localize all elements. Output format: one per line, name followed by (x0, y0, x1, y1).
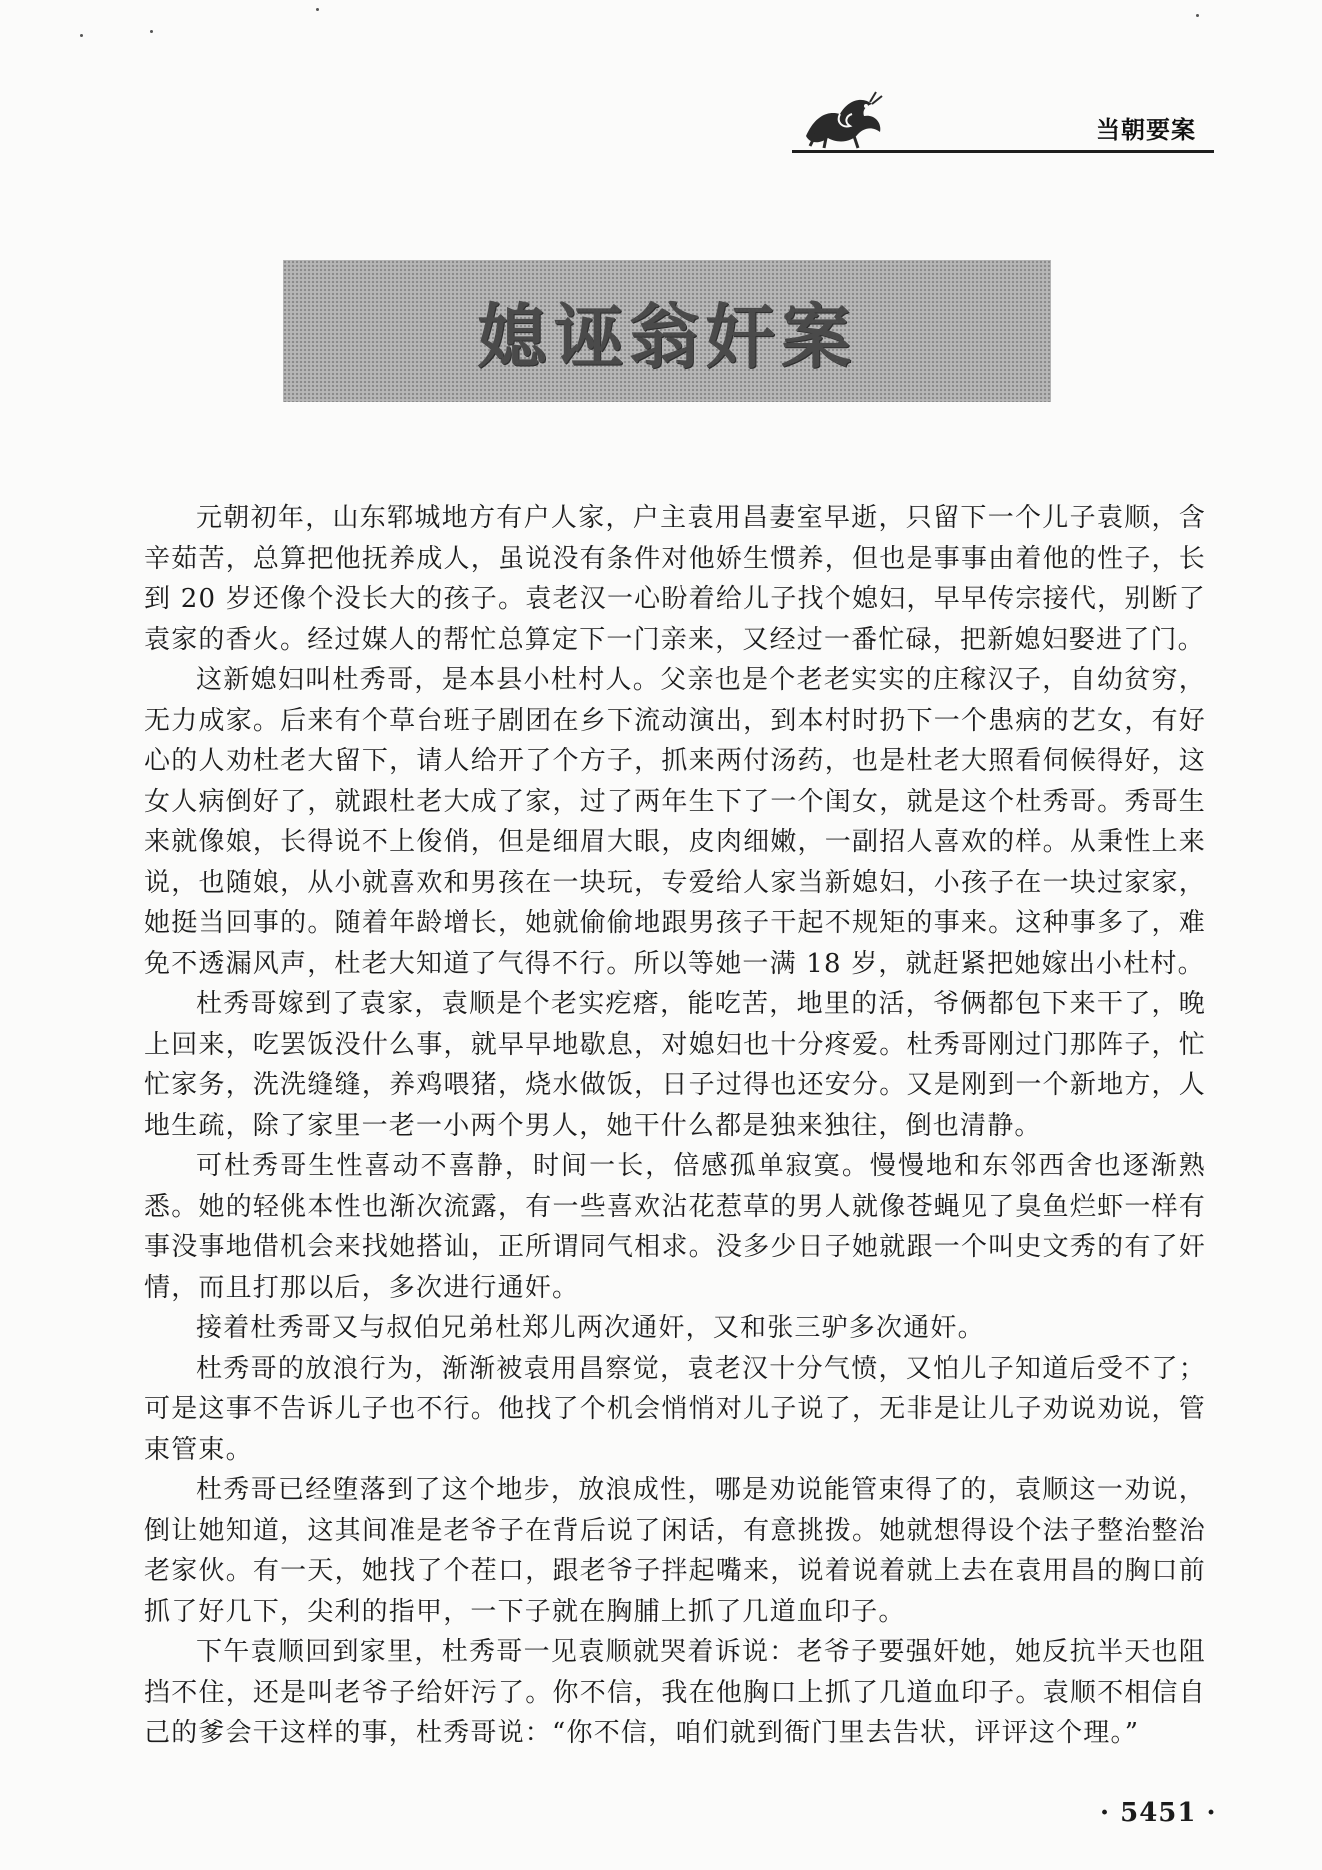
paragraph: 杜秀哥已经堕落到了这个地步，放浪成性，哪是劝说能管束得了的，袁顺这一劝说，倒让她知道，这其间准是老爷子在背后说了闲话，有意挑拨。她就想得设个法子整治整治老家伙。有一天，她找了个茬口，跟老爷子拌起嘴来，说着说着就上去在袁用昌的胸口前抓了好几下，尖利的指甲，一下子就在胸脯上抓了几道血印子。 (144, 1475, 1206, 1627)
paragraph: 杜秀哥嫁到了袁家，袁顺是个老实疙瘩，能吃苦，地里的活，爷俩都包下来干了，晚上回来，吃罢饭没什么事，就早早地歇息，对媳妇也十分疼爱。杜秀哥刚过门那阵子，忙忙家务，洗洗缝缝，养鸡喂猪，烧水做饭，日子过得也还安分。又是刚到一个新地方，人地生疏，除了家里一老一小两个男人，她干什么都是独来独往，倒也清静。 (144, 989, 1206, 1141)
article-title-banner (283, 260, 1051, 402)
scan-speck (1196, 14, 1199, 17)
paragraph: 接着杜秀哥又与叔伯兄弟杜郑儿两次通奸，又和张三驴多次通奸。 (196, 1313, 985, 1343)
header-divider (792, 150, 1214, 153)
paragraph: 可杜秀哥生性喜动不喜静，时间一长，倍感孤单寂寞。慢慢地和东邻西舍也逐渐熟悉。她的轻佻本性也渐次流露，有一些喜欢沾花惹草的男人就像苍蝇见了臭鱼烂虾一样有事没事地借机会来找她搭讪，正所谓同气相求。没多少日子她就跟一个叫史文秀的有了奸情，而且打那以后，多次进行通奸。 (144, 1151, 1206, 1303)
article-body (144, 498, 1206, 1754)
scan-speck (316, 8, 319, 11)
paragraph: 下午袁顺回到家里，杜秀哥一见袁顺就哭着诉说：老爷子要强奸她，她反抗半天也阻挡不住，还是叫老爷子给奸污了。你不信，我在他胸口上抓了几道血印子。袁顺不相信自己的爹会干这样的事，杜秀哥说：“你不信，咱们就到衙门里去告状，评评这个理。” (144, 1637, 1206, 1748)
paragraph: 元朝初年，山东郓城地方有户人家，户主袁用昌妻室早逝，只留下一个儿子袁顺，含辛茹苦，总算把他抚养成人，虽说没有条件对他娇生惯养，但也是事事由着他的性子，长到 20 岁还像个没长大的孩子。袁老汉一心盼着给儿子找个媳妇，早早传宗接代，别断了袁家的香火。经过媒人的帮忙总算定下一门亲来，又经过一番忙碌，把新媳妇娶进了门。 (144, 503, 1206, 655)
page-number: · 5451 · (1100, 1798, 1217, 1828)
section-title: 当朝要案 (1096, 116, 1196, 144)
paragraph: 杜秀哥的放浪行为，渐渐被袁用昌察觉，袁老汉十分气愤，又怕儿子知道后受不了；可是这事不告诉儿子也不行。他找了个机会悄悄对儿子说了，无非是让儿子劝说劝说，管束管束。 (144, 1353, 1206, 1465)
scan-speck (150, 30, 153, 33)
article-title: 媳诬翁奸案 (477, 294, 857, 378)
scan-speck (80, 34, 83, 37)
dragon-emblem-icon (796, 88, 888, 150)
paragraph: 这新媳妇叫杜秀哥，是本县小杜村人。父亲也是个老老实实的庄稼汉子，自幼贫穷，无力成家。后来有个草台班子剧团在乡下流动演出，到本村时扔下一个患病的艺女，有好心的人劝杜老大留下，请人给开了个方子，抓来两付汤药，也是杜老大照看伺候得好，这女人病倒好了，就跟杜老大成了家，过了两年生下了一个闺女，就是这个杜秀哥。秀哥生来就像娘，长得说不上俊俏，但是细眉大眼，皮肉细嫩，一副招人喜欢的样。从秉性上来说，也随娘，从小就喜欢和男孩在一块玩，专爱给人家当新媳妇，小孩子在一块过家家，她挺当回事的。随着年龄增长，她就偷偷地跟男孩子干起不规矩的事来。这种事多了，难免不透漏风声，杜老大知道了气得不行。所以等她一满 18 岁，就赶紧把她嫁出小杜村。 (144, 665, 1206, 979)
